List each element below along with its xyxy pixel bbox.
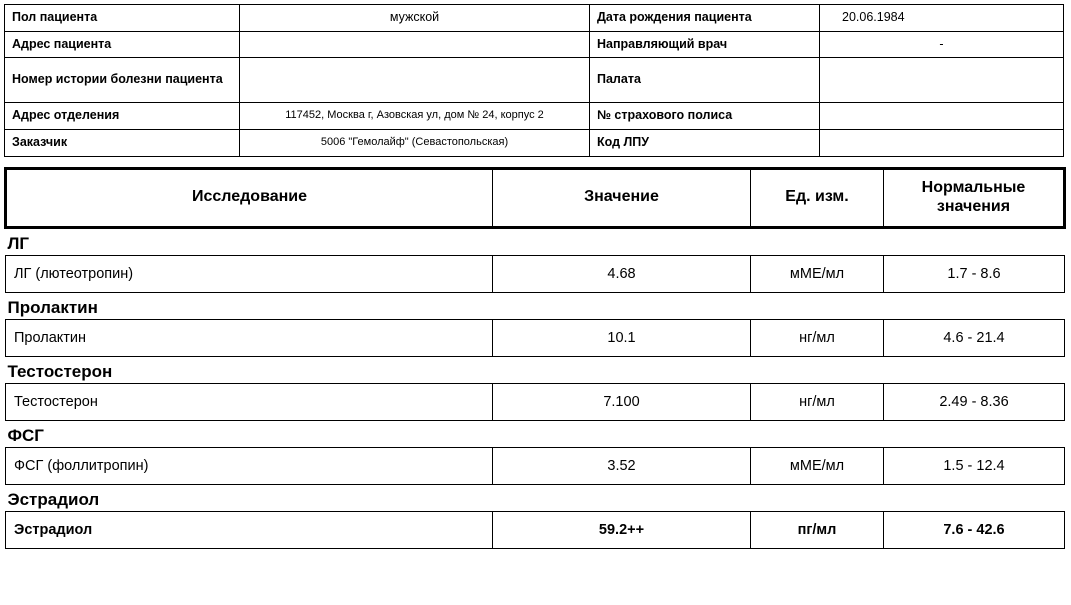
patient-info-row	[5, 31, 1064, 58]
result-norm-range: 1.7 - 8.6	[884, 255, 1065, 292]
result-group-title: Тестостерон	[6, 356, 1065, 383]
result-name: ЛГ (лютеотропин)	[6, 255, 493, 292]
patient-info-value-left: мужской	[240, 5, 590, 32]
column-header-value: Значение	[493, 168, 751, 227]
result-value: 10.1	[493, 319, 751, 356]
result-group-title: ФСГ	[6, 420, 1065, 447]
patient-info-label-left: Адрес пациента	[5, 31, 240, 58]
patient-info-row	[5, 58, 1064, 103]
patient-info-label-left: Адрес отделения	[5, 103, 240, 130]
result-row	[6, 319, 1065, 356]
patient-info-value-right: -	[820, 31, 1064, 58]
result-row	[6, 255, 1065, 292]
patient-info-label-left: Пол пациента	[5, 5, 240, 32]
patient-info-label-right: Палата	[590, 58, 820, 103]
patient-info-value-right	[820, 103, 1064, 130]
result-group-header	[6, 227, 1065, 255]
results-table	[4, 167, 1066, 549]
result-group-title: ЛГ	[6, 227, 1065, 255]
patient-info-label-left: Номер истории болезни пациента	[5, 58, 240, 103]
column-header-unit: Ед. изм.	[751, 168, 884, 227]
result-value: 4.68	[493, 255, 751, 292]
result-norm-range: 2.49 - 8.36	[884, 383, 1065, 420]
patient-info-value-left: 117452, Москва г, Азовская ул, дом № 24, корпус 2	[240, 103, 590, 130]
patient-info-row	[5, 5, 1064, 32]
result-name: Эстрадиол	[6, 511, 493, 548]
result-group-title: Эстрадиол	[6, 484, 1065, 511]
result-name: ФСГ (фоллитропин)	[6, 447, 493, 484]
column-header-norm-line2: значения	[936, 197, 1011, 215]
patient-info-value-left	[240, 58, 590, 103]
result-unit: нг/мл	[751, 319, 884, 356]
patient-info-label-right: Дата рождения пациента	[590, 5, 820, 32]
results-body	[6, 227, 1065, 548]
column-header-investigation: Исследование	[6, 168, 493, 227]
result-group-header	[6, 484, 1065, 511]
result-group-title: Пролактин	[6, 292, 1065, 319]
result-row	[6, 383, 1065, 420]
result-row	[6, 447, 1065, 484]
result-value: 3.52	[493, 447, 751, 484]
patient-info-label-right: Направляющий врач	[590, 31, 820, 58]
result-value: 59.2++	[493, 511, 751, 548]
result-norm-range: 4.6 - 21.4	[884, 319, 1065, 356]
results-header-row	[6, 168, 1065, 227]
patient-info-value-right	[820, 129, 1064, 156]
patient-info-value-left	[240, 31, 590, 58]
results-section	[4, 167, 1063, 549]
result-group-header	[6, 356, 1065, 383]
patient-info-value-right	[820, 58, 1064, 103]
result-name: Тестостерон	[6, 383, 493, 420]
result-value: 7.100	[493, 383, 751, 420]
result-row	[6, 511, 1065, 548]
column-header-norm-line1: Нормальные	[921, 179, 1026, 197]
patient-info-label-left: Заказчик	[5, 129, 240, 156]
result-group-header	[6, 420, 1065, 447]
patient-info-label-right: № страхового полиса	[590, 103, 820, 130]
patient-info-label-right: Код ЛПУ	[590, 129, 820, 156]
result-unit: мМЕ/мл	[751, 447, 884, 484]
patient-info-row	[5, 129, 1064, 156]
result-name: Пролактин	[6, 319, 493, 356]
result-group-header	[6, 292, 1065, 319]
result-norm-range: 1.5 - 12.4	[884, 447, 1065, 484]
patient-info-row	[5, 103, 1064, 130]
result-unit: мМЕ/мл	[751, 255, 884, 292]
column-header-norm	[884, 168, 1065, 227]
patient-info-table	[4, 4, 1064, 157]
result-norm-range: 7.6 - 42.6	[884, 511, 1065, 548]
result-unit: пг/мл	[751, 511, 884, 548]
results-header	[6, 168, 1065, 227]
patient-info-value-right: 20.06.1984	[820, 5, 1064, 32]
patient-info-body	[5, 5, 1064, 157]
lab-report-page	[0, 4, 1071, 605]
result-unit: нг/мл	[751, 383, 884, 420]
patient-info-value-left: 5006 "Гемолайф" (Севастопольская)	[240, 129, 590, 156]
